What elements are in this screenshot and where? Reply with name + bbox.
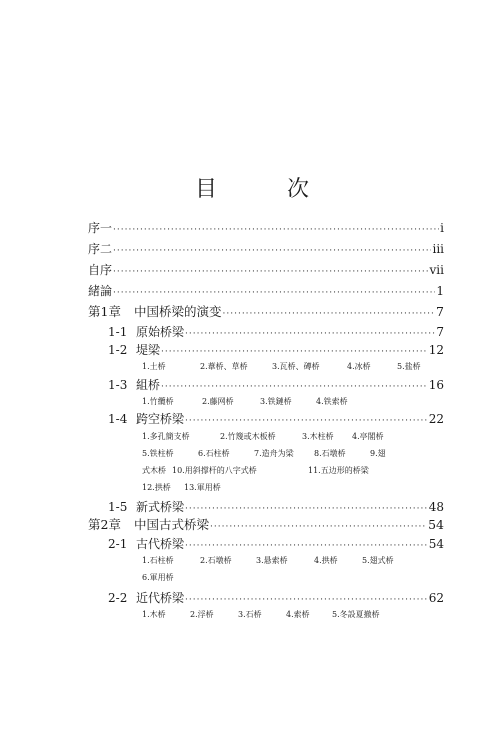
entry-page: 48 bbox=[428, 500, 444, 514]
entry-page: 54 bbox=[428, 517, 444, 532]
subitem: 5.铁柱桥 bbox=[142, 449, 174, 458]
subitem: 2.浮桥 bbox=[190, 610, 214, 619]
dot-leader bbox=[161, 380, 428, 394]
subitem: 2.竹篾或木板桥 bbox=[220, 432, 276, 441]
toc-entry-section-1-2 bbox=[108, 343, 444, 359]
section-number: 1-5 bbox=[108, 500, 128, 514]
toc-entry-section-1-4 bbox=[108, 412, 444, 428]
entry-title: 序二 bbox=[88, 242, 113, 256]
dot-leader bbox=[113, 286, 435, 300]
dot-leader bbox=[113, 265, 429, 279]
entry-title: 古代桥梁 bbox=[136, 537, 185, 551]
entry-title: 堤梁 bbox=[136, 343, 161, 357]
subitem: 3.悬索桥 bbox=[256, 556, 288, 565]
subitem: 2.藤网桥 bbox=[202, 397, 234, 406]
subitem: 8.石墩桥 bbox=[314, 449, 346, 458]
entry-title: 組桥 bbox=[136, 378, 161, 392]
chapter-number: 第1章 bbox=[88, 304, 121, 319]
subitem: 13.軍用桥 bbox=[184, 483, 221, 492]
entry-page: 7 bbox=[436, 304, 444, 319]
subitem: 7.造舟为梁 bbox=[254, 449, 294, 458]
subitem: 4.拱桥 bbox=[314, 556, 338, 565]
dot-leader bbox=[185, 414, 428, 428]
subitem: 1.竹纜桥 bbox=[142, 397, 174, 406]
subitem: 式木桥 bbox=[142, 466, 166, 475]
section-number: 1-2 bbox=[108, 343, 128, 357]
subitem: 3.铁鏈桥 bbox=[260, 397, 292, 406]
entry-title: 緒論 bbox=[88, 284, 113, 298]
toc-entry-preface-1 bbox=[88, 221, 444, 237]
dot-leader bbox=[185, 327, 435, 341]
subitem: 1.石柱桥 bbox=[142, 556, 174, 565]
toc-entry-introduction bbox=[88, 284, 444, 300]
section-number: 2-1 bbox=[108, 537, 128, 551]
toc-entry-section-2-1 bbox=[108, 537, 444, 553]
subitem: 6.石柱桥 bbox=[198, 449, 230, 458]
entry-title: 自序 bbox=[88, 263, 113, 277]
subitem: 5.翅式桥 bbox=[362, 556, 394, 565]
subitem: 4.索桥 bbox=[286, 610, 310, 619]
page-title: 目 次 bbox=[194, 177, 333, 202]
subitem: 10.用斜撑杆的八字式桥 bbox=[172, 466, 257, 475]
toc-entry-author-preface bbox=[88, 263, 444, 279]
toc-entry-section-2-2 bbox=[108, 591, 444, 607]
entry-page: 62 bbox=[428, 591, 444, 605]
entry-title: 跨空桥梁 bbox=[136, 412, 185, 426]
entry-page: 1 bbox=[436, 284, 444, 298]
dot-leader bbox=[113, 244, 431, 258]
subitem: 1.多孔簡支桥 bbox=[142, 432, 190, 441]
subitem: 3.瓦桥、磚桥 bbox=[272, 362, 320, 371]
entry-title: 中国古式桥梁 bbox=[134, 517, 210, 532]
subitem: 3.木柱桥 bbox=[302, 432, 334, 441]
entry-page: 22 bbox=[428, 412, 444, 426]
entry-title: 新式桥梁 bbox=[136, 500, 185, 514]
subitem: 2.葦桥、草桥 bbox=[200, 362, 248, 371]
section-number: 1-4 bbox=[108, 412, 128, 426]
entry-page: 54 bbox=[428, 537, 444, 551]
entry-page: 16 bbox=[428, 378, 444, 392]
dot-leader bbox=[210, 520, 427, 534]
subitem: 3.石桥 bbox=[238, 610, 262, 619]
toc-entry-section-1-1 bbox=[108, 325, 444, 341]
toc-entry-chapter-1 bbox=[88, 305, 444, 321]
toc-entry-section-1-5 bbox=[108, 500, 444, 516]
subitem: 1.木桥 bbox=[142, 610, 166, 619]
subitem: 5.冬設夏撤桥 bbox=[332, 610, 380, 619]
entry-page: 7 bbox=[436, 325, 444, 339]
dot-leader bbox=[185, 593, 428, 607]
section-number: 1-3 bbox=[108, 378, 128, 392]
entry-title: 近代桥梁 bbox=[136, 591, 185, 605]
subitem: 4.冰桥 bbox=[347, 362, 371, 371]
dot-leader bbox=[161, 345, 428, 359]
dot-leader bbox=[223, 307, 436, 321]
entry-title: 序一 bbox=[88, 221, 113, 235]
entry-page: vii bbox=[429, 263, 444, 277]
chapter-number: 第2章 bbox=[88, 517, 121, 532]
subitem: 4.铁索桥 bbox=[316, 397, 348, 406]
toc-entry-section-1-3 bbox=[108, 378, 444, 394]
toc-entry-preface-2 bbox=[88, 242, 444, 258]
subitem: 1.土桥 bbox=[142, 362, 166, 371]
subitem: 6.軍用桥 bbox=[142, 573, 174, 582]
entry-page: i bbox=[440, 221, 444, 235]
subitem: 5.盐桥 bbox=[397, 362, 421, 371]
entry-page: 12 bbox=[428, 343, 444, 357]
entry-page: iii bbox=[432, 242, 444, 256]
entry-title: 中国桥梁的演变 bbox=[134, 304, 222, 319]
dot-leader bbox=[113, 223, 439, 237]
dot-leader bbox=[185, 502, 428, 516]
subitem: 4.亭閣桥 bbox=[352, 432, 384, 441]
section-number: 1-1 bbox=[108, 325, 128, 339]
subitem: 11.五边形的桥梁 bbox=[308, 466, 369, 475]
subitem: 12.拱桥 bbox=[142, 483, 171, 492]
section-number: 2-2 bbox=[108, 591, 128, 605]
subitem: 9.翅 bbox=[370, 449, 386, 458]
toc-entry-chapter-2 bbox=[88, 518, 444, 534]
subitem: 2.石墩桥 bbox=[200, 556, 232, 565]
entry-title: 原始桥梁 bbox=[136, 325, 185, 339]
dot-leader bbox=[185, 539, 428, 553]
